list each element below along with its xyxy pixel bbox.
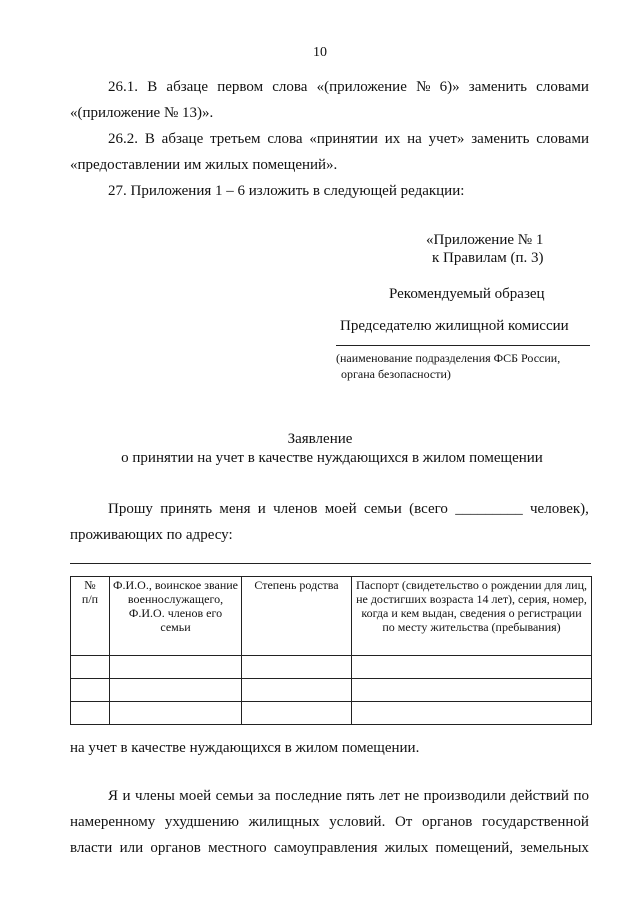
final-para-line1 xyxy=(108,787,589,805)
word: последние xyxy=(275,788,342,804)
family-members-table xyxy=(70,576,592,725)
item-26-2-line2: «предоставлении им жилых помещений». xyxy=(70,157,338,173)
word: производили xyxy=(423,788,506,804)
request-line2: проживающих по адресу: xyxy=(70,527,233,543)
word: не xyxy=(404,788,420,804)
page-number: 10 xyxy=(313,45,327,60)
word: принять xyxy=(160,501,213,517)
request-line1 xyxy=(108,500,589,518)
table-row xyxy=(71,702,592,725)
word: органов xyxy=(150,840,201,856)
word: органов xyxy=(421,814,473,830)
address-line xyxy=(70,563,591,564)
word: Я xyxy=(108,788,119,804)
word: человек), xyxy=(530,501,589,517)
word: за xyxy=(258,788,271,804)
appendix-rules-ref: к Правилам (п. 3) xyxy=(432,250,544,266)
word: ухудшению xyxy=(164,814,239,830)
table-header-row xyxy=(71,577,592,656)
final-para-line2 xyxy=(70,813,589,831)
word: словами xyxy=(536,131,589,147)
word: 26.2. xyxy=(108,131,138,147)
final-para-line3 xyxy=(70,839,589,857)
word: В xyxy=(144,131,155,147)
word: государственной xyxy=(482,814,589,830)
word: действий xyxy=(510,788,569,804)
word: помещений, xyxy=(435,840,513,856)
word: намеренному xyxy=(70,814,156,830)
word: заменить xyxy=(471,131,530,147)
word: жилищных xyxy=(248,814,320,830)
item-27: 27. Приложения 1 – 6 изложить в следующей редакции: xyxy=(108,183,465,199)
col-header-name: Ф.И.О., воинское звание военнослужащего, Ф.И.О. членов его семьи xyxy=(110,577,242,656)
word: «принятии xyxy=(309,131,378,147)
document-title: Заявление xyxy=(287,431,353,447)
item-26-1-line2: «(приложение № 13)». xyxy=(70,105,214,121)
word: абзаце xyxy=(161,131,204,147)
word: моей xyxy=(179,788,212,804)
word: моей xyxy=(324,501,357,517)
word: _________ xyxy=(455,501,523,517)
word: учет» xyxy=(428,131,465,147)
word: или xyxy=(119,840,144,856)
word: 26.1. xyxy=(108,79,138,95)
word: по xyxy=(573,788,589,804)
word: самоуправления xyxy=(273,840,378,856)
document-subtitle: о принятии на учет в качестве нуждающихся в жилом помещении xyxy=(121,450,543,466)
addressee-note-1: (наименование подразделения ФСБ России, xyxy=(336,351,561,365)
word: на xyxy=(407,131,422,147)
word: абзаце xyxy=(166,79,208,95)
addressee-note-2: органа безопасности) xyxy=(341,367,451,381)
word: их xyxy=(384,131,401,147)
word: От xyxy=(394,814,413,830)
word: словами xyxy=(536,79,589,95)
word: жилых xyxy=(384,840,429,856)
word: (всего xyxy=(409,501,448,517)
word: земельных xyxy=(520,840,589,856)
word: заменить xyxy=(468,79,527,95)
col-header-relation: Степень родства xyxy=(242,577,352,656)
word: и xyxy=(122,788,131,804)
word: № xyxy=(416,79,431,95)
word: лет xyxy=(379,788,400,804)
appendix-title: «Приложение № 1 xyxy=(426,232,544,248)
word: условий. xyxy=(329,814,386,830)
word: власти xyxy=(70,840,113,856)
item-26-2-line1 xyxy=(108,130,589,148)
word: и xyxy=(257,501,266,517)
after-table-text: на учет в качестве нуждающихся в жилом помещении. xyxy=(70,740,420,756)
item-26-1-line1 xyxy=(108,78,589,96)
word: «(приложение xyxy=(316,79,407,95)
table-row xyxy=(71,656,592,679)
word: меня xyxy=(219,501,251,517)
addressee-line xyxy=(336,345,590,346)
word: членов xyxy=(273,501,318,517)
word: семьи xyxy=(215,788,254,804)
word: первом xyxy=(217,79,264,95)
word: местного xyxy=(208,840,267,856)
word: слова xyxy=(272,79,308,95)
recommended-sample: Рекомендуемый образец xyxy=(389,286,545,302)
addressee: Председателю жилищной комиссии xyxy=(340,318,569,334)
table-row xyxy=(71,679,592,702)
col-header-passport: Паспорт (свидетельство о рождении для лиц, не достигших возраста 14 лет), серия, номер, когда и кем выдан, сведения о регистрации по месту жительства (пребывания) xyxy=(352,577,592,656)
word: пять xyxy=(346,788,375,804)
word: В xyxy=(147,79,158,95)
word: семьи xyxy=(363,501,402,517)
word: слова xyxy=(267,131,303,147)
col-header-number: № п/п xyxy=(71,577,110,656)
word: члены xyxy=(135,788,175,804)
word: 6)» xyxy=(439,79,460,95)
word: Прошу xyxy=(108,501,153,517)
word: третьем xyxy=(210,131,261,147)
